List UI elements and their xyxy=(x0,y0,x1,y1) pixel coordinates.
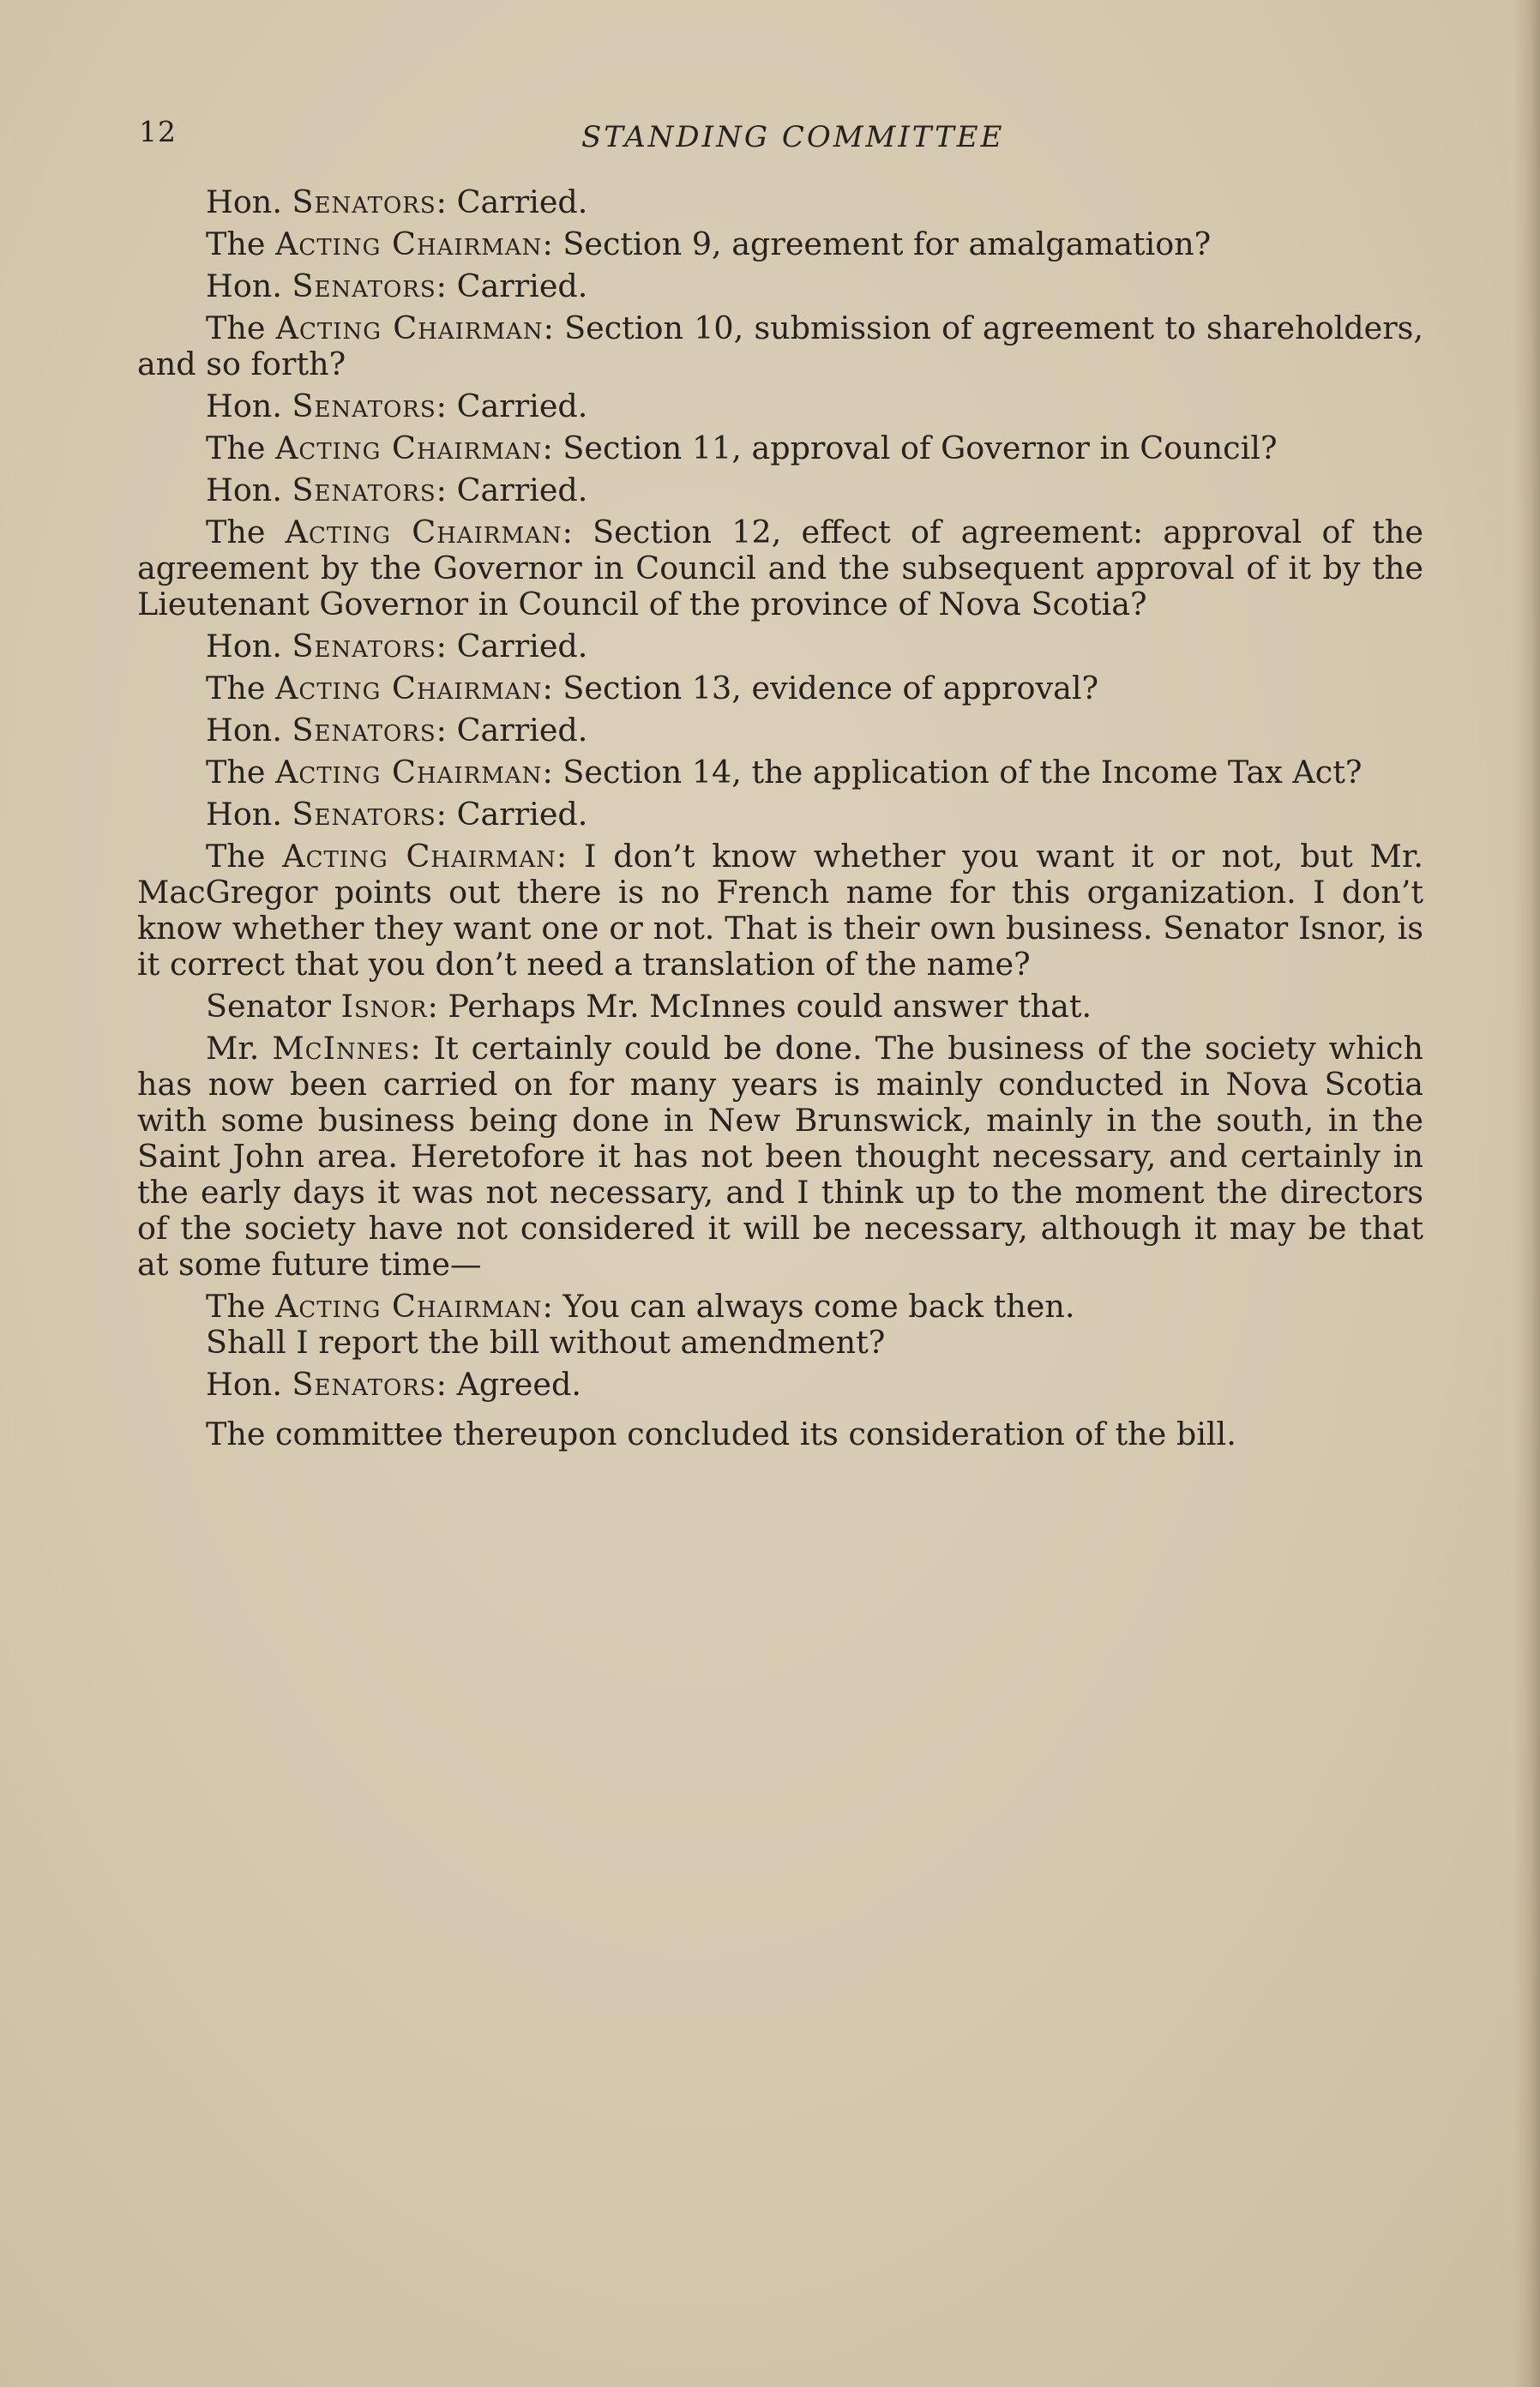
paragraph xyxy=(137,184,1423,220)
paragraph xyxy=(137,226,1423,262)
paragraph xyxy=(137,989,1423,1025)
paragraph xyxy=(137,628,1423,664)
paragraph-text: Section 10, submission of agreement to shareholders, and so forth? xyxy=(137,310,1423,382)
paragraph-text: Carried. xyxy=(456,388,588,424)
speaker-suffix: : xyxy=(542,1288,563,1325)
speaker-suffix: : xyxy=(542,754,563,791)
page-number: 12 xyxy=(139,115,177,148)
paragraph xyxy=(137,755,1423,791)
transcript-body xyxy=(137,184,1423,1458)
speaker-name: Senators xyxy=(292,183,436,220)
speaker-prefix: The xyxy=(206,754,276,791)
paragraph-text: Perhaps Mr. McInnes could answer that. xyxy=(448,988,1092,1025)
paragraph-text: Carried. xyxy=(456,796,588,833)
speaker-suffix: : xyxy=(436,628,457,664)
speaker-prefix: The xyxy=(206,225,276,262)
paragraph xyxy=(137,514,1423,622)
paragraph xyxy=(137,388,1423,424)
paragraph-text: Section 14, the application of the Income Tax Act? xyxy=(562,754,1363,791)
speaker-suffix: : xyxy=(542,225,563,262)
speaker-prefix: The xyxy=(206,514,286,550)
paragraph-text: Shall I report the bill without amendment? xyxy=(206,1324,886,1361)
speaker-prefix: Hon. xyxy=(206,268,292,304)
speaker-suffix: : xyxy=(436,796,457,833)
speaker-suffix: : xyxy=(436,388,457,424)
speaker-name: Acting Chairman xyxy=(275,670,543,706)
speaker-suffix: : xyxy=(436,268,457,304)
paragraph-text: Carried. xyxy=(456,183,588,220)
speaker-name: Acting Chairman xyxy=(275,430,543,466)
paragraph-text: Section 11, approval of Governor in Council? xyxy=(562,430,1278,466)
speaker-prefix: Senator xyxy=(206,988,341,1025)
speaker-name: Senators xyxy=(292,268,436,304)
paragraph-text: You can always come back then. xyxy=(562,1288,1075,1325)
paragraph xyxy=(137,712,1423,749)
speaker-prefix: The xyxy=(206,838,283,875)
speaker-prefix: Hon. xyxy=(206,628,292,664)
speaker-suffix: : xyxy=(562,514,593,550)
speaker-suffix: : xyxy=(436,472,457,508)
speaker-name: Senators xyxy=(292,388,436,424)
paragraph xyxy=(137,268,1423,304)
speaker-prefix: Hon. xyxy=(206,1366,292,1403)
paragraph xyxy=(137,1031,1423,1283)
speaker-suffix: : xyxy=(410,1030,434,1067)
speaker-name: Senators xyxy=(292,472,436,508)
speaker-prefix: Hon. xyxy=(206,796,292,833)
paragraph xyxy=(137,1289,1423,1325)
speaker-name: McInnes xyxy=(272,1030,411,1067)
paragraph-text: Section 12, effect of agreement: approval of the agreement by the Governor in Council and the subsequent approval of it by the Lieutenant Governor in Council of the province of Nova Scotia? xyxy=(137,514,1423,622)
speaker-suffix: : xyxy=(556,838,584,875)
speaker-prefix: Hon. xyxy=(206,183,292,220)
running-head: STANDING COMMITTEE xyxy=(581,120,1005,154)
speaker-prefix: Hon. xyxy=(206,388,292,424)
paragraph-text: The committee thereupon concluded its consideration of the bill. xyxy=(206,1416,1236,1452)
paragraph-text: Section 9, agreement for amalgamation? xyxy=(562,225,1212,262)
paragraph-text: It certainly could be done. The business of the society which has now been carried on for many years is mainly conducted in Nova Scotia with some business being done in New Brunswick, mainly in the south, in the Saint John area. Heretofore it has not been thought necessary, and certainly in the early days it was not necessary, and I think up to the moment the directors of the society have not considered it will be necessary, although it may be that at some future time— xyxy=(137,1030,1423,1283)
speaker-name: Senators xyxy=(292,1366,436,1403)
paragraph-text: I don’t know whether you want it or not, but Mr. MacGregor points out there is no French name for this organization. I don’t know whether they want one or not. That is their own business. Senator Isnor, is it correct that you don’t need a translation of the name? xyxy=(137,838,1423,983)
paragraph xyxy=(137,839,1423,983)
paragraph-text: Carried. xyxy=(456,472,588,508)
speaker-prefix: The xyxy=(206,1288,276,1325)
paragraph xyxy=(137,797,1423,833)
paragraph-text: Agreed. xyxy=(456,1366,581,1403)
speaker-prefix: The xyxy=(206,310,276,346)
speaker-name: Acting Chairman xyxy=(275,225,543,262)
speaker-name: Acting Chairman xyxy=(275,1288,543,1325)
speaker-suffix: : xyxy=(543,310,565,346)
speaker-prefix: The xyxy=(206,430,276,466)
paragraph xyxy=(137,1367,1423,1403)
speaker-name: Acting Chairman xyxy=(275,310,544,346)
speaker-suffix: : xyxy=(427,988,448,1025)
speaker-name: Acting Chairman xyxy=(275,754,543,791)
paragraph-text: Carried. xyxy=(456,628,588,664)
speaker-suffix: : xyxy=(436,183,457,220)
speaker-prefix: Hon. xyxy=(206,472,292,508)
speaker-suffix: : xyxy=(542,670,563,706)
speaker-prefix: Hon. xyxy=(206,712,292,749)
speaker-suffix: : xyxy=(436,1366,457,1403)
paragraph xyxy=(137,472,1423,508)
speaker-name: Senators xyxy=(292,796,436,833)
speaker-prefix: The xyxy=(206,670,276,706)
speaker-name: Acting Chairman xyxy=(282,838,556,875)
paragraph xyxy=(137,670,1423,706)
paragraph xyxy=(137,1325,1423,1361)
paragraph-text: Section 13, evidence of approval? xyxy=(562,670,1099,706)
page-edge-shadow xyxy=(1514,0,1540,2387)
speaker-name: Senators xyxy=(292,712,436,749)
speaker-name: Senators xyxy=(292,628,436,664)
paragraph-text: Carried. xyxy=(456,268,588,304)
speaker-suffix: : xyxy=(436,712,457,749)
speaker-name: Acting Chairman xyxy=(285,514,562,550)
paragraph xyxy=(137,430,1423,466)
paragraph xyxy=(137,310,1423,382)
paragraph-text: Carried. xyxy=(456,712,588,749)
speaker-prefix: Mr. xyxy=(206,1030,273,1067)
speaker-suffix: : xyxy=(542,430,563,466)
speaker-name: Isnor xyxy=(340,988,428,1025)
paragraph xyxy=(137,1416,1423,1452)
